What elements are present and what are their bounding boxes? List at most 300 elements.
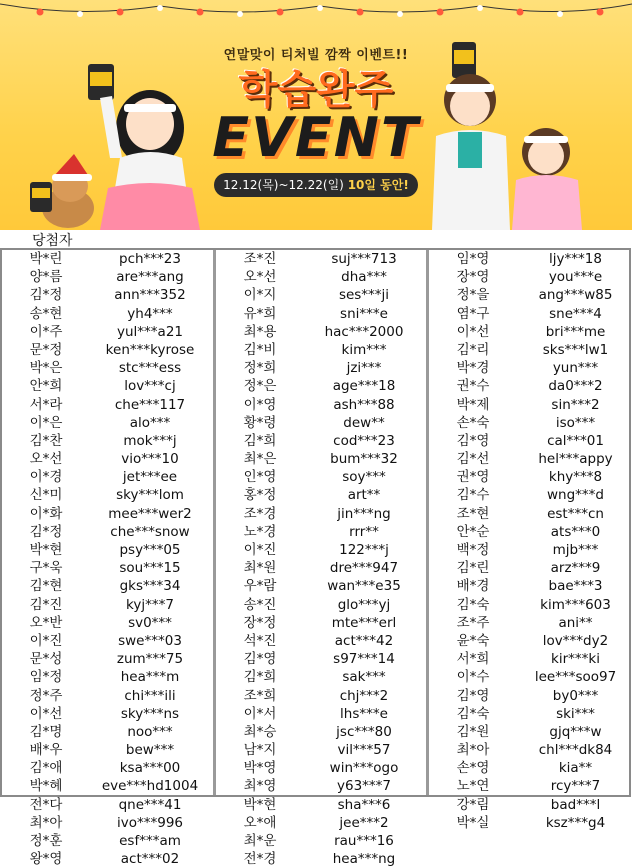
- winner-row: [429, 359, 632, 377]
- winner-name: 박*혜: [29, 778, 63, 795]
- winner-id: ats***0: [550, 523, 601, 540]
- winner-id: vio***10: [121, 451, 179, 468]
- winner-row: [2, 359, 210, 377]
- winner-id: kim***603: [540, 596, 611, 613]
- winner-id: kir***ki: [551, 651, 600, 668]
- winner-id: jin***ng: [337, 505, 391, 522]
- winner-name: 최*아: [456, 742, 490, 759]
- winner-row: [2, 377, 210, 395]
- winner-id: lov***cj: [124, 378, 176, 395]
- winner-row: [2, 250, 210, 268]
- winner-row: [429, 596, 632, 614]
- winner-name: 권*영: [456, 469, 490, 486]
- winner-row: [429, 723, 632, 741]
- winner-row: [2, 577, 210, 595]
- winner-name: 서*희: [456, 651, 490, 668]
- winner-id: ksa***00: [119, 760, 181, 777]
- winner-name: 손*영: [456, 760, 490, 777]
- winner-row: [429, 650, 632, 668]
- winner-row: [429, 759, 632, 777]
- winner-name: 문*정: [29, 341, 63, 358]
- winner-name: 정*훈: [29, 833, 63, 849]
- winner-id: sha***6: [337, 796, 391, 813]
- winner-id: noo***: [127, 723, 173, 740]
- winner-name: 김*정: [29, 287, 63, 304]
- winner-name: 박*린: [29, 251, 63, 267]
- winners-column-1: [2, 250, 210, 868]
- winner-name: 노*경: [243, 523, 277, 540]
- winner-row: [216, 614, 424, 632]
- winner-name: 이*지: [243, 287, 277, 304]
- winner-id: ses***ji: [338, 287, 390, 304]
- winner-row: [216, 268, 424, 286]
- winner-row: [2, 323, 210, 341]
- winner-id: you***e: [548, 269, 603, 286]
- winner-row: [429, 505, 632, 523]
- winner-id: jzi***: [346, 360, 382, 377]
- winner-name: 정*주: [29, 687, 63, 704]
- winner-row: [2, 723, 210, 741]
- winner-id: lov***dy2: [542, 632, 609, 649]
- winner-id: iso***: [555, 414, 596, 431]
- winner-id: act***42: [334, 632, 394, 649]
- winner-row: [2, 759, 210, 777]
- winner-id: jsc***80: [336, 723, 392, 740]
- winner-id: kyj***7: [126, 596, 174, 613]
- winner-row: [216, 396, 424, 414]
- winner-name: 신*미: [29, 487, 63, 504]
- winner-name: 유*희: [243, 305, 277, 322]
- winner-id: chi***ili: [124, 687, 176, 704]
- winner-id: bum***32: [330, 451, 398, 468]
- winner-id: esf***am: [119, 833, 181, 849]
- winner-name: 황*령: [243, 414, 277, 431]
- winner-row: [216, 359, 424, 377]
- winner-id: art**: [347, 487, 381, 504]
- winner-row: [216, 850, 424, 868]
- winner-row: [429, 396, 632, 414]
- winner-name: 박*현: [243, 796, 277, 813]
- winner-name: 김*영: [456, 687, 490, 704]
- winner-name: 최*영: [243, 778, 277, 795]
- winner-row: [2, 850, 210, 868]
- winner-id: ken***kyrose: [105, 341, 195, 358]
- winner-row: [2, 596, 210, 614]
- winner-row: [216, 541, 424, 559]
- winner-id: ski***: [556, 705, 595, 722]
- winner-row: [429, 577, 632, 595]
- winner-name: 이*영: [243, 396, 277, 413]
- winner-id: sin***2: [551, 396, 600, 413]
- winner-name: 최*승: [243, 723, 277, 740]
- winner-id: age***18: [332, 378, 396, 395]
- winner-id: gks***34: [119, 578, 181, 595]
- winner-row: [2, 559, 210, 577]
- winner-name: 김*린: [456, 560, 490, 577]
- winner-name: 이*은: [29, 414, 63, 431]
- winner-name: 노*연: [456, 778, 490, 795]
- winner-name: 오*선: [29, 451, 63, 468]
- winner-row: [2, 687, 210, 705]
- winner-name: 이*화: [29, 505, 63, 522]
- winner-id: sv0***: [128, 614, 172, 631]
- winner-row: [2, 341, 210, 359]
- winner-row: [2, 432, 210, 450]
- winner-name: 백*정: [456, 542, 490, 558]
- winner-id: psy***05: [119, 542, 181, 558]
- winner-row: [429, 486, 632, 504]
- winner-name: 조*경: [243, 505, 277, 522]
- winner-row: [216, 450, 424, 468]
- winner-id: swe***03: [118, 632, 182, 649]
- winners-label: 당첨자: [32, 233, 73, 249]
- winner-name: 김*비: [243, 341, 277, 358]
- winner-id: che***117: [114, 396, 186, 413]
- winner-name: 최*아: [29, 814, 63, 831]
- winner-row: [216, 414, 424, 432]
- winner-row: [216, 832, 424, 850]
- winner-id: by0***: [552, 687, 599, 704]
- winner-name: 김*진: [29, 596, 63, 613]
- winner-row: [429, 705, 632, 723]
- winner-id: ivo***996: [116, 814, 184, 831]
- winner-name: 정*을: [456, 287, 490, 304]
- winners-table: [0, 248, 631, 868]
- winner-id: sak***: [342, 669, 386, 686]
- winner-name: 장*정: [243, 614, 277, 631]
- winner-row: [2, 505, 210, 523]
- winner-row: [216, 577, 424, 595]
- winner-id: dew**: [343, 414, 385, 431]
- winner-name: 최*원: [243, 560, 277, 577]
- winner-id: bri***me: [545, 323, 606, 340]
- winner-row: [429, 432, 632, 450]
- winner-name: 최*은: [243, 451, 277, 468]
- banner-subtitle: 연말맞이 티처빌 깜짝 이벤트!!: [223, 48, 409, 63]
- winner-row: [429, 632, 632, 650]
- winners-column-3: [426, 250, 632, 831]
- winner-row: [216, 486, 424, 504]
- winner-name: 김*희: [243, 669, 277, 686]
- winner-id: chl***dk84: [538, 742, 613, 759]
- winner-id: hel***appy: [538, 451, 613, 468]
- winner-id: stc***ess: [118, 360, 182, 377]
- winner-id: da0***2: [548, 378, 603, 395]
- winner-row: [429, 796, 632, 814]
- winner-row: [2, 468, 210, 486]
- winner-name: 오*반: [29, 614, 63, 631]
- winner-row: [429, 668, 632, 686]
- winner-id: cal***01: [547, 432, 604, 449]
- winner-id: bae***3: [548, 578, 603, 595]
- winner-row: [429, 614, 632, 632]
- winner-id: bad***l: [550, 796, 601, 813]
- winner-name: 박*영: [243, 760, 277, 777]
- winner-row: [429, 541, 632, 559]
- winner-name: 인*영: [243, 469, 277, 486]
- winner-name: 박*제: [456, 396, 490, 413]
- winner-id: sks***lw1: [542, 341, 609, 358]
- winner-id: pch***23: [119, 251, 181, 267]
- winner-row: [429, 341, 632, 359]
- winner-id: sni***e: [340, 305, 388, 322]
- winner-name: 임*영: [456, 251, 490, 267]
- winner-name: 안*순: [456, 523, 490, 540]
- winner-name: 안*희: [29, 378, 63, 395]
- winner-name: 김*희: [243, 432, 277, 449]
- winner-row: [2, 741, 210, 759]
- winner-name: 배*우: [29, 742, 63, 759]
- winner-row: [216, 741, 424, 759]
- winner-name: 남*지: [243, 742, 277, 759]
- winner-name: 전*다: [29, 796, 63, 813]
- winner-name: 최*운: [243, 833, 277, 849]
- winner-row: [216, 632, 424, 650]
- winner-row: [216, 796, 424, 814]
- winner-row: [2, 486, 210, 504]
- winner-row: [429, 323, 632, 341]
- winner-name: 서*라: [29, 396, 63, 413]
- winner-row: [2, 541, 210, 559]
- winner-id: ash***88: [333, 396, 395, 413]
- winner-id: mok***j: [123, 432, 177, 449]
- winner-row: [216, 777, 424, 795]
- winner-id: mee***wer2: [108, 505, 192, 522]
- event-date-range: 12.12(목)~12.22(일): [223, 178, 344, 192]
- winner-row: [2, 268, 210, 286]
- winner-name: 김*영: [456, 432, 490, 449]
- winner-name: 송*현: [29, 305, 63, 322]
- winner-row: [2, 777, 210, 795]
- winner-name: 손*숙: [456, 414, 490, 431]
- winner-row: [216, 559, 424, 577]
- winner-row: [2, 396, 210, 414]
- winner-id: arz***9: [550, 560, 601, 577]
- winner-row: [429, 687, 632, 705]
- winner-name: 염*구: [456, 305, 490, 322]
- winner-row: [216, 523, 424, 541]
- winner-name: 김*수: [456, 487, 490, 504]
- winner-row: [2, 414, 210, 432]
- winner-row: [216, 596, 424, 614]
- winner-row: [216, 650, 424, 668]
- winner-row: [2, 523, 210, 541]
- winner-id: est***cn: [547, 505, 604, 522]
- winner-name: 정*은: [243, 378, 277, 395]
- winner-id: khy***8: [548, 469, 603, 486]
- winner-name: 김*찬: [29, 432, 63, 449]
- winner-name: 박*실: [456, 814, 490, 831]
- winner-row: [2, 450, 210, 468]
- winner-row: [216, 286, 424, 304]
- winner-id: sne***4: [549, 305, 602, 322]
- winner-name: 박*경: [456, 360, 490, 377]
- winner-name: 이*주: [29, 323, 63, 340]
- winner-id: win***ogo: [329, 760, 399, 777]
- winner-id: wng***d: [547, 487, 604, 504]
- winner-name: 우*람: [243, 578, 277, 595]
- winner-id: glo***yj: [337, 596, 391, 613]
- winner-row: [216, 323, 424, 341]
- event-date-suffix: 10일 동안!: [347, 178, 409, 192]
- winner-id: vil***57: [337, 742, 391, 759]
- event-date-badge: [214, 173, 418, 197]
- winner-id: lhs***e: [340, 705, 388, 722]
- winner-id: mjb***: [552, 542, 599, 558]
- winner-name: 조*희: [243, 687, 277, 704]
- winner-row: [216, 377, 424, 395]
- winner-id: soy***: [342, 469, 386, 486]
- winner-row: [216, 432, 424, 450]
- winner-row: [2, 614, 210, 632]
- winner-name: 조*진: [243, 251, 277, 267]
- winner-row: [216, 341, 424, 359]
- winner-id: hea***ng: [332, 851, 396, 868]
- winner-name: 이*선: [456, 323, 490, 340]
- winner-name: 조*주: [456, 614, 490, 631]
- winner-name: 김*현: [29, 578, 63, 595]
- winner-row: [429, 250, 632, 268]
- winner-name: 왕*영: [29, 851, 63, 868]
- winner-row: [216, 723, 424, 741]
- winner-row: [2, 796, 210, 814]
- winner-row: [2, 668, 210, 686]
- winner-name: 이*경: [29, 469, 63, 486]
- banner-event-word: EVENT: [212, 106, 420, 169]
- winner-id: cod***23: [333, 432, 395, 449]
- winner-name: 구*욱: [29, 560, 63, 577]
- winner-row: [216, 705, 424, 723]
- winner-id: yul***a21: [117, 323, 183, 340]
- winner-name: 정*희: [243, 360, 277, 377]
- winner-row: [429, 777, 632, 795]
- winner-row: [429, 741, 632, 759]
- winner-id: hac***2000: [324, 323, 404, 340]
- winner-id: zum***75: [116, 651, 184, 668]
- winner-row: [2, 814, 210, 832]
- winner-row: [216, 468, 424, 486]
- winner-id: rrr**: [349, 523, 379, 540]
- winner-id: kia**: [558, 760, 593, 777]
- winner-id: ksz***g4: [545, 814, 606, 831]
- winner-name: 홍*정: [243, 487, 277, 504]
- winner-row: [2, 286, 210, 304]
- winner-id: dha***: [341, 269, 387, 286]
- winner-id: 122***j: [339, 542, 389, 558]
- winner-id: ljy***18: [549, 251, 602, 267]
- winner-name: 임*정: [29, 669, 63, 686]
- winner-row: [429, 450, 632, 468]
- winner-id: y63***7: [336, 778, 391, 795]
- winner-name: 김*선: [456, 451, 490, 468]
- winner-id: kim***: [341, 341, 387, 358]
- winner-row: [429, 414, 632, 432]
- winner-name: 김*원: [456, 723, 490, 740]
- winner-name: 권*수: [456, 378, 490, 395]
- winner-row: [216, 305, 424, 323]
- winner-row: [216, 687, 424, 705]
- winner-id: sky***lom: [116, 487, 184, 504]
- winner-id: mte***erl: [331, 614, 397, 631]
- winner-name: 조*현: [456, 505, 490, 522]
- winner-row: [2, 832, 210, 850]
- winner-name: 강*림: [456, 796, 490, 813]
- winner-name: 오*선: [243, 269, 277, 286]
- winner-name: 최*용: [243, 323, 277, 340]
- winner-name: 이*수: [456, 669, 490, 686]
- winner-row: [2, 650, 210, 668]
- banner-title: 학습완주: [238, 67, 394, 113]
- winner-id: ann***352: [114, 287, 186, 304]
- winner-name: 김*숙: [456, 596, 490, 613]
- winner-name: 이*서: [243, 705, 277, 722]
- winner-id: jee***2: [339, 814, 389, 831]
- winner-row: [429, 468, 632, 486]
- winner-name: 장*영: [456, 269, 490, 286]
- winner-id: yun***: [552, 360, 599, 377]
- winner-name: 박*현: [29, 542, 63, 558]
- winner-row: [216, 759, 424, 777]
- winner-name: 이*진: [243, 542, 277, 558]
- winner-row: [429, 814, 632, 832]
- event-banner: [0, 0, 632, 230]
- winner-name: 양*름: [29, 269, 63, 286]
- winner-name: 문*성: [29, 651, 63, 668]
- winner-row: [216, 505, 424, 523]
- winner-id: che***snow: [110, 523, 190, 540]
- winner-id: suj***713: [331, 251, 397, 267]
- winner-id: hea***m: [120, 669, 180, 686]
- winner-id: are***ang: [116, 269, 184, 286]
- winner-id: alo***: [129, 414, 171, 431]
- winner-name: 석*진: [243, 632, 277, 649]
- winner-id: eve***hd1004: [101, 778, 199, 795]
- winner-row: [2, 632, 210, 650]
- winner-id: sou***15: [119, 560, 181, 577]
- winner-row: [429, 523, 632, 541]
- winner-id: lee***soo97: [534, 669, 617, 686]
- winner-id: ang***w85: [538, 287, 613, 304]
- winner-name: 이*선: [29, 705, 63, 722]
- winner-row: [429, 286, 632, 304]
- winner-name: 김*숙: [456, 705, 490, 722]
- winner-row: [429, 377, 632, 395]
- winner-row: [216, 814, 424, 832]
- winner-name: 김*애: [29, 760, 63, 777]
- winner-id: chj***2: [339, 687, 389, 704]
- winner-id: qne***41: [118, 796, 182, 813]
- winner-row: [429, 305, 632, 323]
- winner-row: [216, 668, 424, 686]
- winner-row: [429, 559, 632, 577]
- winner-id: act***02: [120, 851, 180, 868]
- winner-id: dre***947: [329, 560, 399, 577]
- winner-id: bew***: [125, 742, 175, 759]
- winner-id: yh4***: [127, 305, 173, 322]
- winner-id: wan***e35: [327, 578, 401, 595]
- winner-id: ani**: [558, 614, 593, 631]
- winner-name: 김*영: [243, 651, 277, 668]
- winner-row: [216, 250, 424, 268]
- winners-column-2: [213, 250, 424, 868]
- winner-name: 김*명: [29, 723, 63, 740]
- winner-name: 오*애: [243, 814, 277, 831]
- winner-name: 이*진: [29, 632, 63, 649]
- winner-name: 윤*숙: [456, 632, 490, 649]
- winner-name: 배*경: [456, 578, 490, 595]
- winner-name: 김*리: [456, 341, 490, 358]
- winner-name: 박*은: [29, 360, 63, 377]
